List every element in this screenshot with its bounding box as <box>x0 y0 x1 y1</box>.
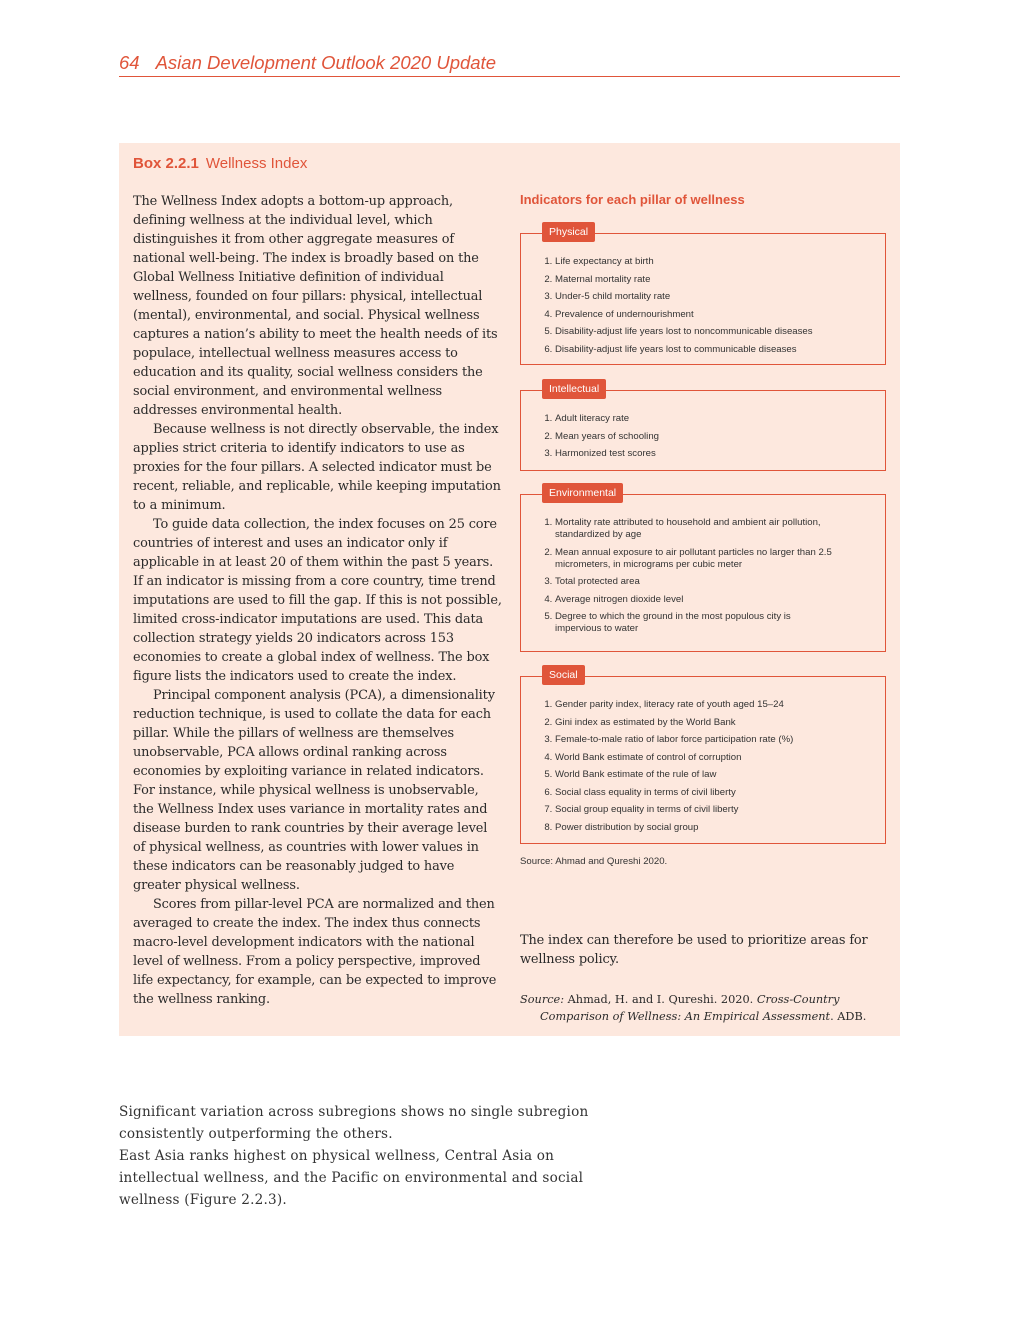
figure-source: Source: Ahmad and Qureshi 2020. <box>520 856 668 867</box>
box-paragraph: Because wellness is not directly observable, the index applies strict criteria to identify indicators to use as proxies for the four pillars. A selected indicator must be recent, reliable, and replicable, while keeping imputation to a minimum. <box>133 422 501 513</box>
indicator-item: 2. Gini index as estimated by the World Bank <box>555 717 885 729</box>
box-heading: Wellness Index <box>205 155 308 172</box>
box-number: Box 2.2.1 <box>133 155 199 172</box>
box-right-column <box>520 192 886 1023</box>
body-paragraph: East Asia ranks highest on physical wellness, Central Asia on intellectual wellness, and the Pacific on environmental and social wellness (Figure 2.2.3). <box>119 1148 584 1208</box>
box-closing-text: The index can therefore be used to prioritize areas for wellness policy. <box>520 933 868 967</box>
publication-title: Asian Development Outlook 2020 Update <box>155 52 496 73</box>
indicator-item: 6. Disability-adjust life years lost to communicable diseases <box>555 344 885 356</box>
indicator-item: 1. Adult literacy rate <box>555 413 885 425</box>
box-paragraph: To guide data collection, the index focuses on 25 core countries of interest and uses an indicator only if applicable in at least 20 of them within the past 5 years. If an indicator is missing from a core country, time trend imputations are used to fill the gap. If this is not possible, limited cross-indicator imputations are used. This data collection strategy yields 20 indicators across 153 economies to create a global index of wellness. The box figure lists the indicators used to create the index. <box>133 517 502 684</box>
figure-title: Indicators for each pillar of wellness <box>520 192 745 207</box>
pillar-label: Social <box>542 665 585 685</box>
indicator-item: 4. World Bank estimate of control of corruption <box>555 752 885 764</box>
box-paragraph: Scores from pillar-level PCA are normalized and then averaged to create the index. The index thus connects macro-level development indicators with the national level of wellness. From a policy perspective, improved life expectancy, for example, can be expected to improve the wellness ranking. <box>133 897 497 1007</box>
indicator-item: 5. World Bank estimate of the rule of law <box>555 769 885 781</box>
indicator-list <box>521 256 885 356</box>
pillar-label: Intellectual <box>542 379 606 399</box>
indicator-item: 2. Mean years of schooling <box>555 431 885 443</box>
indicator-list <box>521 699 885 834</box>
box-left-column <box>133 192 503 1009</box>
indicator-item: 8. Power distribution by social group <box>555 822 885 834</box>
indicator-item: 4. Prevalence of undernourishment <box>555 309 885 321</box>
indicator-item: 2. Mean annual exposure to air pollutant particles no larger than 2.5 micrometers, in micrograms per cubic meter <box>555 547 851 571</box>
pillar-social <box>520 669 886 844</box>
source-publisher: . ADB. <box>830 1010 867 1023</box>
indicator-item: 5. Degree to which the ground in the most populous city is impervious to water <box>555 611 851 635</box>
box-wellness-index <box>119 143 900 1036</box>
main-body-text <box>119 1101 589 1211</box>
indicator-item: 3. Harmonized test scores <box>555 448 885 460</box>
indicator-list <box>521 413 885 460</box>
source-authors: Ahmad, H. and I. Qureshi. 2020. <box>567 993 754 1006</box>
source-title: Cross-Country Comparison of Wellness: An Empirical Assessment <box>540 993 840 1023</box>
indicator-item: 7. Social group equality in terms of civil liberty <box>555 804 885 816</box>
indicator-item: 5. Disability-adjust life years lost to noncommunicable diseases <box>555 326 885 338</box>
body-paragraph: Significant variation across subregions shows no single subregion consistently outperforming the others. <box>119 1104 589 1142</box>
indicator-item: 6. Social class equality in terms of civil liberty <box>555 787 885 799</box>
running-header <box>119 52 900 77</box>
indicator-item: 3. Under-5 child mortality rate <box>555 291 885 303</box>
box-paragraph: The Wellness Index adopts a bottom-up approach, defining wellness at the individual level, which distinguishes it from other aggregate measures of national well-being. The index is broadly based on the Global Wellness Initiative definition of individual wellness, founded on four pillars: physical, intellectual (mental), environmental, and social. Physical wellness captures a nation’s ability to meet the health needs of its populace, intellectual wellness measures access to education and its quality, social wellness considers the social environment, and environmental wellness addresses environmental health. <box>133 194 498 418</box>
source-label: Source: <box>520 993 565 1006</box>
pillar-physical <box>520 226 886 365</box>
indicator-item: 3. Female-to-male ratio of labor force participation rate (%) <box>555 734 885 746</box>
page-number: 64 <box>119 52 140 73</box>
indicator-item: 2. Maternal mortality rate <box>555 274 885 286</box>
box-paragraph: Principal component analysis (PCA), a dimensionality reduction technique, is used to collate the data for each pillar. While the pillars of wellness are themselves unobservable, PCA allows ordinal ranking across economies by exploiting variance in related indicators. For instance, while physical wellness is unobservable, the Wellness Index uses variance in mortality rates and disease burden to rank countries by their average level of physical wellness, as countries with lower values in these indicators can be reasonably judged to have greater physical wellness. <box>133 688 495 893</box>
indicator-list <box>521 517 885 635</box>
pillar-label: Physical <box>542 222 595 242</box>
box-source-note <box>520 991 886 1025</box>
pillar-intellectual <box>520 383 886 471</box>
indicator-item: 1. Life expectancy at birth <box>555 256 885 268</box>
box-title <box>133 155 307 172</box>
indicator-item: 1. Mortality rate attributed to household and ambient air pollution, standardized by age <box>555 517 851 541</box>
pillar-label: Environmental <box>542 483 623 503</box>
indicator-item: 3. Total protected area <box>555 576 851 588</box>
pillar-environmental <box>520 487 886 652</box>
indicator-item: 4. Average nitrogen dioxide level <box>555 594 851 606</box>
indicator-item: 1. Gender parity index, literacy rate of youth aged 15–24 <box>555 699 885 711</box>
